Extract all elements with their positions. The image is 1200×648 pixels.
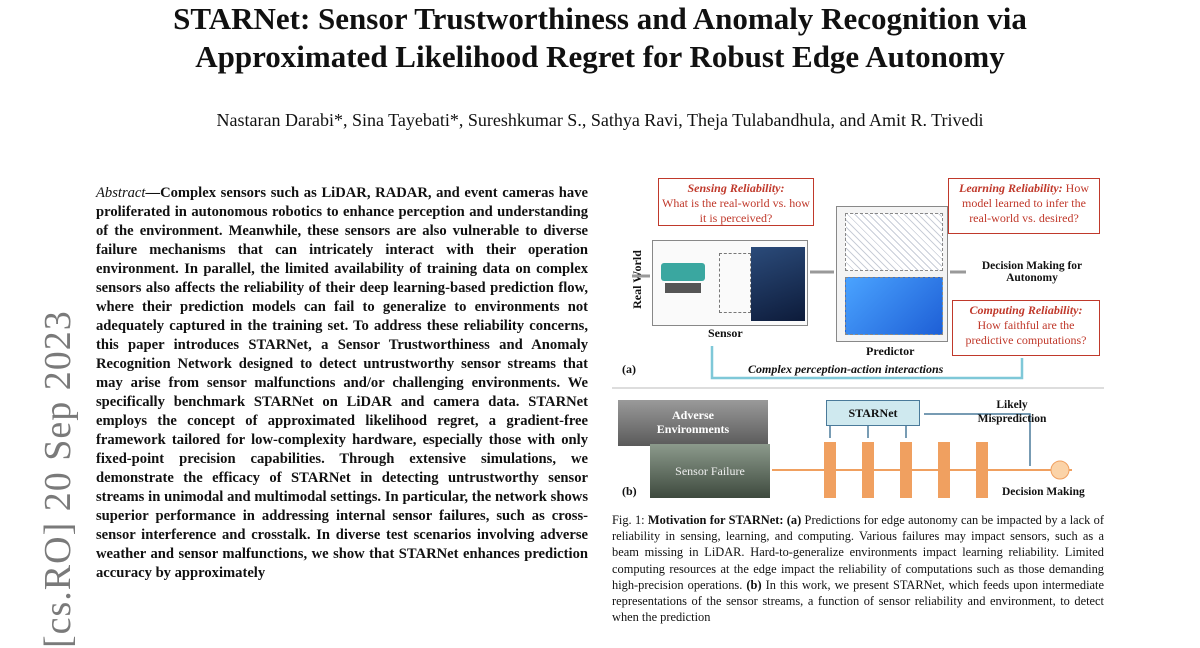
title-line-2: Approximated Likelihood Regret for Robust Edge Autonomy [195,39,1005,74]
starnet-box: STARNet [826,400,920,426]
sensor-label: Sensor [708,326,743,340]
computing-reliability-text: How faithful are the predictive computations? [965,318,1087,347]
abstract-text: —Complex sensors such as LiDAR, RADAR, and event cameras have proliferated in autonomous robotics to enhance perception and understanding of the environment. Meanwhile, these sensors are also vulnerable to diverse failure mechanisms that can intricately interact with their operation environment. In parallel, the limited availability of training data on complex sensors also affects the reliability of their deep learning-based prediction flow, where their prediction models can fail to generalize to environments not adequately captured in the training set. To address these reliability concerns, this paper introduces STARNet, a Sensor Trustworthiness and Anomaly Recognition Network designed to detect untrustworthy sensor streams that may arise from sensor malfunctions and/or challenging environments. We specifically benchmark STARNet on LiDAR and camera data. STARNet employs the concept of approximated likelihood regret, a gradient-free framework tailored for low-complexity hardware, especially those with only fixed-point precision capabilities. Through extensive simulations, we demonstrate the efficacy of STARNet in detecting untrustworthy sensor streams in unimodal and multimodal settings. In particular, the network shows superior performance in addressing internal sensor failures, such as cross-sensor interference and crosstalk. In diverse test scenarios involving adverse weather and sensor malfunctions, we show that STARNet enhances prediction accuracy by approximately [96,185,588,581]
computing-reliability-title: Computing Reliability: [969,303,1083,317]
panel-a-label: (a) [622,362,636,376]
decision-making-for-text: Decision Making for [981,260,1083,272]
abstract-label: Abstract [96,185,146,201]
likely-misprediction-label [972,398,1052,426]
misprediction-text: Misprediction [977,413,1047,425]
predictor-label: Predictor [866,344,915,358]
adverse-environments-image [618,400,768,446]
author-list: Nastaran Darabi*, Sina Tayebati*, Sureshkumar S., Sathya Ravi, Theja Tulabandhula, and Amit R. Trivedi [216,110,984,130]
title-line-1: STARNet: Sensor Trustworthiness and Anomaly Recognition via [173,1,1027,36]
autonomy-text: Autonomy [1006,272,1058,284]
figure-1 [612,176,1104,506]
arxiv-stamp: [cs.RO] 20 Sep 2023 [37,310,79,648]
panel-b-label: (b) [622,484,637,498]
sensing-reliability-title: Sensing Reliability: [687,181,785,195]
decision-making-label: Decision Making [1002,486,1085,498]
complex-interactions-label: Complex perception-action interactions [748,362,944,376]
caption-bold: Motivation for STARNet: (a) [647,513,802,527]
learning-reliability-text: How model learned to infer the real-world vs. desired? [962,181,1089,225]
output-node [1051,461,1069,479]
adverse-text: Adverse [672,408,714,422]
sensor-failure-image: Sensor Failure [650,444,770,498]
caption-prefix: Fig. 1: [612,513,648,527]
environments-text: Environments [656,422,730,436]
figure-caption [612,512,1104,625]
caption-bold-2: (b) [746,577,762,592]
likely-text: Likely [996,399,1028,411]
real-world-label: Real World [629,250,644,309]
paper-title [0,0,1200,76]
caption-text-2: In this work, we present STARNet, which feeds upon intermediate representations of the sensor streams, a function of sensor reliability and environment, to detect when the prediction [612,577,1104,625]
abstract [96,184,588,583]
learning-reliability-title: Learning Reliability: [958,181,1063,195]
sensing-reliability-text: What is the real-world vs. how it is perceived? [662,196,810,225]
caption-text: Predictions for edge autonomy can be impacted by a lack of reliability in sensing, learning, and computing. Various failures may impact sensors, such as a beam missing in LiDAR. Hard-to-generalize environments impact learning reliability. Limited computing resources at the edge impact the reliability of computations such as those demanding high-precision operations. [612,513,1104,592]
